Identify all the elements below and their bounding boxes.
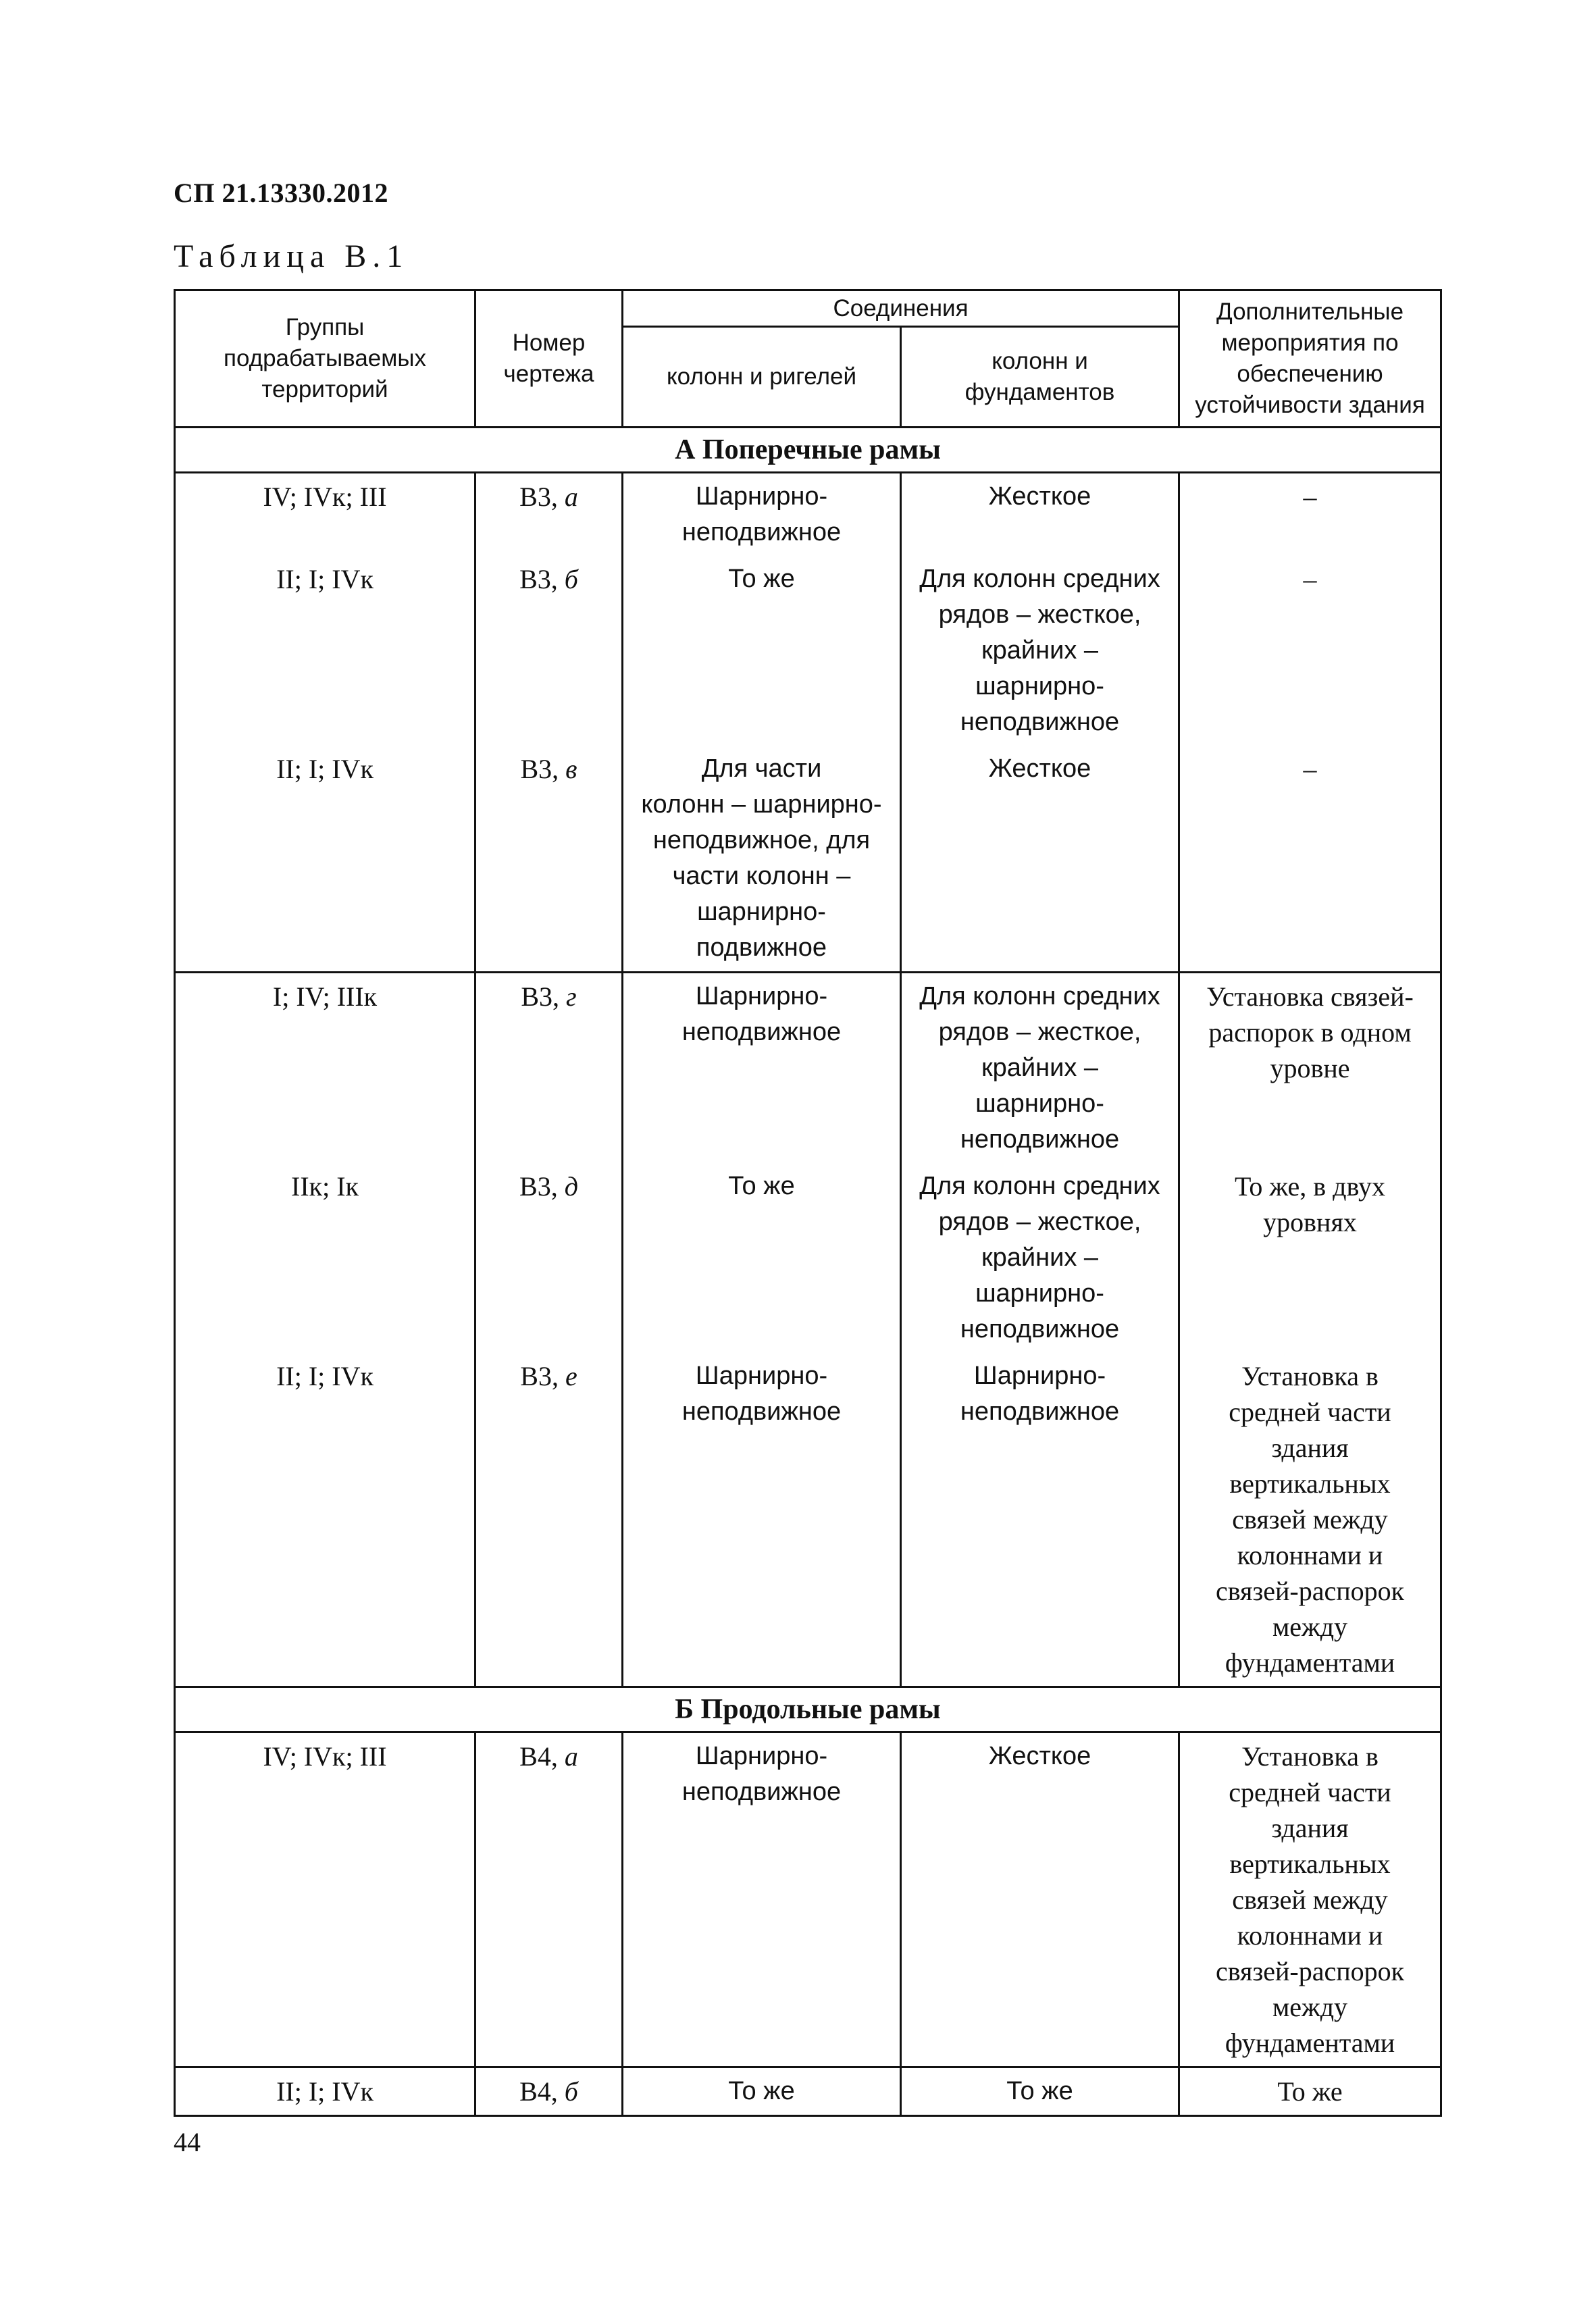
section-title: А Поперечные рамы — [175, 428, 1441, 473]
cell-col-foundations: Для колонн средних рядов – жесткое, крайних – шарнирно- неподвижное — [901, 1163, 1179, 1353]
cell-extra: – — [1179, 473, 1441, 557]
cell-drawing — [475, 1732, 623, 2067]
header-extra: Дополнительные мероприятия по обеспечению устойчивости здания — [1179, 290, 1441, 428]
cell-groups: IIк; Iк — [175, 1163, 475, 1353]
drawing-letter: г — [566, 981, 577, 1012]
cell-drawing — [475, 973, 623, 1164]
cell-col-beams: Для части колонн – шарнирно- неподвижное, для части колонн – шарнирно- подвижное — [623, 746, 901, 973]
table-row — [175, 973, 1441, 1164]
drawing-number: В3, — [521, 981, 560, 1012]
cell-col-foundations: Для колонн средних рядов – жесткое, крайних – шарнирно- неподвижное — [901, 973, 1179, 1164]
cell-col-beams: То же — [623, 2067, 901, 2116]
document-code: СП 21.13330.2012 — [174, 178, 388, 208]
drawing-number: В3, — [520, 754, 559, 784]
header-drawing: Номер чертежа — [475, 290, 623, 428]
cell-col-beams: То же — [623, 556, 901, 746]
cell-extra: То же — [1179, 2067, 1441, 2116]
cell-col-foundations: Для колонн средних рядов – жесткое, крайних – шарнирно- неподвижное — [901, 556, 1179, 746]
cell-groups: I; IV; IIIк — [175, 973, 475, 1164]
cell-extra: То же, в двух уровнях — [1179, 1163, 1441, 1353]
header-col-beams: колонн и ригелей — [623, 327, 901, 428]
cell-col-beams: Шарнирно- неподвижное — [623, 1353, 901, 1687]
page-number: 44 — [174, 2127, 201, 2157]
cell-col-beams: Шарнирно- неподвижное — [623, 473, 901, 557]
drawing-number: В4, — [519, 2076, 558, 2107]
cell-col-foundations: Шарнирно- неподвижное — [901, 1353, 1179, 1687]
drawing-letter: д — [564, 1171, 578, 1202]
table-row — [175, 1163, 1441, 1353]
table-row — [175, 473, 1441, 557]
cell-extra: – — [1179, 556, 1441, 746]
cell-groups: II; I; IVк — [175, 746, 475, 973]
header-connections: Соединения — [623, 290, 1179, 327]
cell-groups: IV; IVк; III — [175, 473, 475, 557]
cell-drawing — [475, 1163, 623, 1353]
header-col-foundations: колонн и фундаментов — [901, 327, 1179, 428]
cell-groups: II; I; IVк — [175, 2067, 475, 2116]
cell-extra: Установка в средней части здания вертикальных связей между колоннами и связей-распорок между фундаментами — [1179, 1353, 1441, 1687]
drawing-letter: а — [564, 1741, 578, 1772]
cell-drawing — [475, 746, 623, 973]
drawing-letter: е — [565, 1361, 577, 1391]
cell-extra: Установка связей- распорок в одном уровне — [1179, 973, 1441, 1164]
drawing-number: В3, — [520, 1361, 559, 1391]
cell-col-beams: То же — [623, 1163, 901, 1353]
cell-col-beams: Шарнирно- неподвижное — [623, 1732, 901, 2067]
drawing-letter: в — [565, 754, 577, 784]
cell-extra: – — [1179, 746, 1441, 973]
cell-col-foundations: То же — [901, 2067, 1179, 2116]
cell-col-foundations: Жесткое — [901, 1732, 1179, 2067]
table-row — [175, 1353, 1441, 1687]
cell-groups: II; I; IVк — [175, 556, 475, 746]
drawing-number: В4, — [519, 1741, 558, 1772]
cell-drawing — [475, 556, 623, 746]
drawing-number: В3, — [519, 482, 558, 512]
cell-col-foundations: Жесткое — [901, 746, 1179, 973]
drawing-letter: б — [564, 564, 578, 594]
drawing-number: В3, — [519, 1171, 558, 1202]
cell-groups: II; I; IVк — [175, 1353, 475, 1687]
connections-table — [174, 289, 1442, 2117]
cell-drawing — [475, 1353, 623, 1687]
cell-extra: Установка в средней части здания вертикальных связей между колоннами и связей-распорок между фундаментами — [1179, 1732, 1441, 2067]
table-row — [175, 556, 1441, 746]
table-row — [175, 1732, 1441, 2067]
header-row-1 — [175, 290, 1441, 327]
cell-col-foundations: Жесткое — [901, 473, 1179, 557]
cell-col-beams: Шарнирно- неподвижное — [623, 973, 901, 1164]
drawing-letter: а — [564, 482, 578, 512]
cell-drawing — [475, 473, 623, 557]
section-row — [175, 428, 1441, 473]
table-row — [175, 746, 1441, 973]
drawing-number: В3, — [519, 564, 558, 594]
cell-drawing — [475, 2067, 623, 2116]
table-title: Таблица В.1 — [174, 238, 409, 274]
header-groups: Группы подрабатываемых территорий — [175, 290, 475, 428]
table-row — [175, 2067, 1441, 2116]
cell-groups: IV; IVк; III — [175, 1732, 475, 2067]
section-title: Б Продольные рамы — [175, 1687, 1441, 1732]
table-body — [175, 428, 1441, 2116]
section-row — [175, 1687, 1441, 1732]
drawing-letter: б — [564, 2076, 578, 2107]
